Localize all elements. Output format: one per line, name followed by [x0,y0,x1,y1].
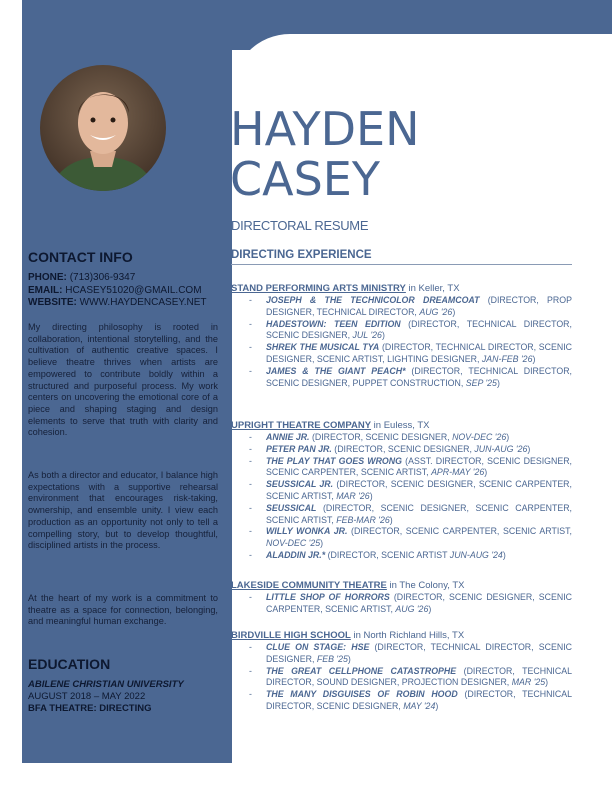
education-info [28,679,184,715]
education-heading: EDUCATION [28,656,111,672]
employer-location: in The Colony, TX [386,580,465,591]
employer-location: in Euless, TX [371,420,430,431]
credit-date: JUL '26 [352,330,382,341]
credit-date: JUN-AUG '26 [474,443,528,454]
credit-date: MAR '26 [336,490,370,501]
credit-roles: (DIRECTOR, SCENIC DESIGNER, SCENIC CARPENTER, SCENIC ARTIST, [266,592,573,614]
credit-roles: (DIRECTOR, TECHNICAL DIRECTOR, SCENIC DESIGNER, [266,642,572,664]
experience-heading: DIRECTING EXPERIENCE [231,249,572,265]
credit-date: FEB-MAR '26 [336,514,390,525]
philosophy-paragraph: At the heart of my work is a commitment to theatre as a space for connection, belonging, and meaningful human exchange. [28,593,218,627]
show-title: JAMES & THE GIANT PEACH* [266,365,406,376]
credit-close: ) [502,549,506,560]
credit-item: - SHREK THE MUSICAL TYA (DIRECTOR, TECHNICAL DIRECTOR, SCENIC DESIGNER, SCENIC ARTIST, LIGHTING DESIGNER, JAN-FEB '26) [249,342,573,364]
credit-item: - ALADDIN JR.* (DIRECTOR, SCENIC ARTIST JUN-AUG '24) [249,549,506,560]
credit-close: ) [428,603,432,614]
website-label: WEBSITE: [28,297,77,309]
credit-item: - CLUE ON STAGE: HSE (DIRECTOR, TECHNICAL DIRECTOR, SCENIC DESIGNER, FEB '25) [249,642,572,664]
resume-subtitle: DIRECTORAL RESUME [231,218,369,233]
credit-item: - SEUSSICAL (DIRECTOR, SCENIC DESIGNER, SCENIC CARPENTER, SCENIC ARTIST, FEB-MAR '26) [249,502,572,525]
credit-date: NOV-DEC '26 [452,432,507,442]
show-title: LITTLE SHOP OF HORRORS [266,592,390,602]
phone-line [28,272,207,285]
show-title: PETER PAN JR. [266,443,332,454]
first-name: HAYDEN [230,102,420,156]
credit-date: APR-MAY '26 [431,467,485,478]
website-line [28,297,207,310]
credit-date: FEB '25 [316,653,348,664]
credit-roles: (DIRECTOR, SCENIC CARPENTER, SCENIC ARTIST, [347,526,572,537]
credit-list [231,432,572,562]
credit-item: - THE PLAY THAT GOES WRONG (ASST. DIRECTOR, SCENIC DESIGNER, SCENIC CARPENTER, SCENIC ARTIST, APR-MAY '26) [249,455,572,478]
show-title: JOSEPH & THE TECHNICOLOR DREAMCOAT [266,295,480,305]
employer-name: LAKESIDE COMMUNITY THEATRE [231,580,387,591]
credit-list [231,592,572,616]
credit-close: ) [435,700,439,711]
credit-close: ) [532,353,536,364]
philosophy-paragraph: My directing philosophy is rooted in collaboration, intentional storytelling, and the cultivation of authentic creative spaces. I believe theatre thrives when artists are empowered to contribute boldly within a structured and purposeful process. My work centers on uncovering the emotional core of a piece and shaping staging and design elements to serve that truth with clarity and cohesion. [28,322,218,438]
show-title: SEUSSICAL [266,502,317,513]
credit-roles: (DIRECTOR, SCENIC ARTIST [325,549,450,560]
credit-roles: (DIRECTOR, SCENIC DESIGNER, [331,443,475,454]
credit-list [231,642,572,713]
education-degree: BFA THEATRE: DIRECTING [28,703,152,714]
credit-roles: (DIRECTOR, TECHNICAL DIRECTOR, SCENIC DESIGNER, [266,318,572,341]
credit-date: NOV-DEC '25 [266,538,321,549]
credit-roles: (DIRECTOR, PROP DESIGNER, TECHNICAL DIRECTOR, [266,295,572,317]
show-title: ANNIE JR. [266,432,310,442]
credit-close: ) [381,330,385,341]
credit-item: - THE GREAT CELLPHONE CATASTROPHE (DIRECTOR, TECHNICAL DIRECTOR, SOUND DESIGNER, PROJECTION DESIGNER, MAR '25) [249,665,572,688]
email-value[interactable]: HCASEY51020@GMAIL.COM [65,284,202,296]
credit-date: JAN-FEB '26 [481,353,533,364]
credit-close: ) [545,677,549,688]
education-school: ABILENE CHRISTIAN UNIVERSITY [28,679,184,690]
show-title: THE MANY DISGUISES OF ROBIN HOOD [266,689,458,700]
employer-heading [231,420,576,431]
employer-location: in North Richland Hills, TX [350,630,465,641]
credit-date: MAR '25 [511,677,546,688]
credit-list [231,295,572,389]
credit-item: - SEUSSICAL JR. (DIRECTOR, SCENIC DESIGNER, SCENIC CARPENTER, SCENIC ARTIST, MAR '26) [249,479,572,501]
credit-close: ) [496,377,500,388]
credit-item: - JAMES & THE GIANT PEACH* (DIRECTOR, TECHNICAL DIRECTOR, SCENIC DESIGNER, PUPPET CONSTRUCTION, SEP '25) [249,365,572,388]
credit-roles: (DIRECTOR, TECHNICAL DIRECTOR, SOUND DESIGNER, PROJECTION DESIGNER, [266,665,572,688]
credit-close: ) [389,514,393,525]
show-title: ALADDIN JR.* [266,549,326,560]
credit-roles: (DIRECTOR, TECHNICAL DIRECTOR, SCENIC DESIGNER, PUPPET CONSTRUCTION, [266,365,572,388]
credit-date: MAY '24 [403,700,436,711]
show-title: SHREK THE MUSICAL TYA [266,342,380,353]
employer-name: STAND PERFORMING ARTS MINISTRY [231,283,406,294]
credit-roles: (DIRECTOR, SCENIC DESIGNER, SCENIC CARPENTER, SCENIC ARTIST, [266,502,572,525]
credit-item: - PETER PAN JR. (DIRECTOR, SCENIC DESIGNER, JUN-AUG '26) [249,443,531,454]
contact-info [28,272,207,310]
credit-item: - ANNIE JR. (DIRECTOR, SCENIC DESIGNER, NOV-DEC '26) [249,432,510,442]
candidate-name [230,104,419,204]
show-title: THE PLAY THAT GOES WRONG [266,455,402,466]
headshot-photo [40,65,166,191]
phone-label: PHONE: [28,272,67,283]
contact-heading: CONTACT INFO [28,249,133,265]
credit-date: AUG '26 [419,306,453,317]
credit-item: - HADESTOWN: TEEN EDITION (DIRECTOR, TECHNICAL DIRECTOR, SCENIC DESIGNER, JUL '26) [249,318,572,341]
credit-roles: (DIRECTOR, TECHNICAL DIRECTOR, SCENIC DESIGNER, SCENIC ARTIST, LIGHTING DESIGNER, [266,342,573,364]
email-line [28,285,207,298]
credit-close: ) [484,467,488,478]
last-name: CASEY [230,152,380,206]
credit-close: ) [320,538,324,549]
education-dates: AUGUST 2018 – MAY 2022 [28,691,146,702]
credit-date: SEP '25 [465,377,497,388]
credit-date: JUN-AUG '24 [449,549,503,560]
show-title: HADESTOWN: TEEN EDITION [266,318,401,329]
employer-heading [231,630,576,641]
website-value[interactable]: WWW.HAYDENCASEY.NET [79,297,207,309]
credit-item: - WILLY WONKA JR. (DIRECTOR, SCENIC CARPENTER, SCENIC ARTIST, NOV-DEC '25) [249,526,572,549]
credit-close: ) [369,490,373,501]
phone-value[interactable]: (713)306-9347 [69,272,136,283]
employer-heading [231,580,576,591]
credit-roles: (DIRECTOR, SCENIC DESIGNER, SCENIC CARPENTER, SCENIC ARTIST, [266,479,572,501]
show-title: THE GREAT CELLPHONE CATASTROPHE [266,665,457,676]
credit-roles: (DIRECTOR, TECHNICAL DIRECTOR, SCENIC DESIGNER, [266,689,572,711]
credit-item: - JOSEPH & THE TECHNICOLOR DREAMCOAT (DIRECTOR, PROP DESIGNER, TECHNICAL DIRECTOR, AUG '26) [249,295,572,317]
credit-close: ) [506,432,510,442]
employer-name: BIRDVILLE HIGH SCHOOL [231,630,351,641]
employer-heading [231,283,576,294]
credit-close: ) [452,306,456,317]
email-label: EMAIL: [28,284,63,296]
employer-name: UPRIGHT THEATRE COMPANY [231,420,372,431]
show-title: CLUE ON STAGE: HSE [266,642,370,652]
credit-roles: (ASST. DIRECTOR, SCENIC DESIGNER, SCENIC CARPENTER, SCENIC ARTIST, [266,455,572,478]
philosophy-paragraph: As both a director and educator, I balance high expectations with a supportive rehearsal environment that encourages risk-taking, ownership, and ensemble unity. I view each production as an opportunity not only to tell a compelling story, but to develop thoughtful, disciplined artists in the process. [28,470,219,551]
credit-close: ) [347,653,351,664]
show-title: WILLY WONKA JR. [266,526,348,537]
employer-location: in Keller, TX [405,283,460,294]
credit-close: ) [527,443,531,454]
credit-item: - THE MANY DISGUISES OF ROBIN HOOD (DIRECTOR, TECHNICAL DIRECTOR, SCENIC DESIGNER, MAY '24) [249,689,572,711]
show-title: SEUSSICAL JR. [266,479,334,490]
credit-date: AUG '26 [395,603,429,614]
credit-roles: (DIRECTOR, SCENIC DESIGNER, [309,432,453,442]
credit-item: - LITTLE SHOP OF HORRORS (DIRECTOR, SCENIC DESIGNER, SCENIC CARPENTER, SCENIC ARTIST, AUG '26) [249,592,573,614]
